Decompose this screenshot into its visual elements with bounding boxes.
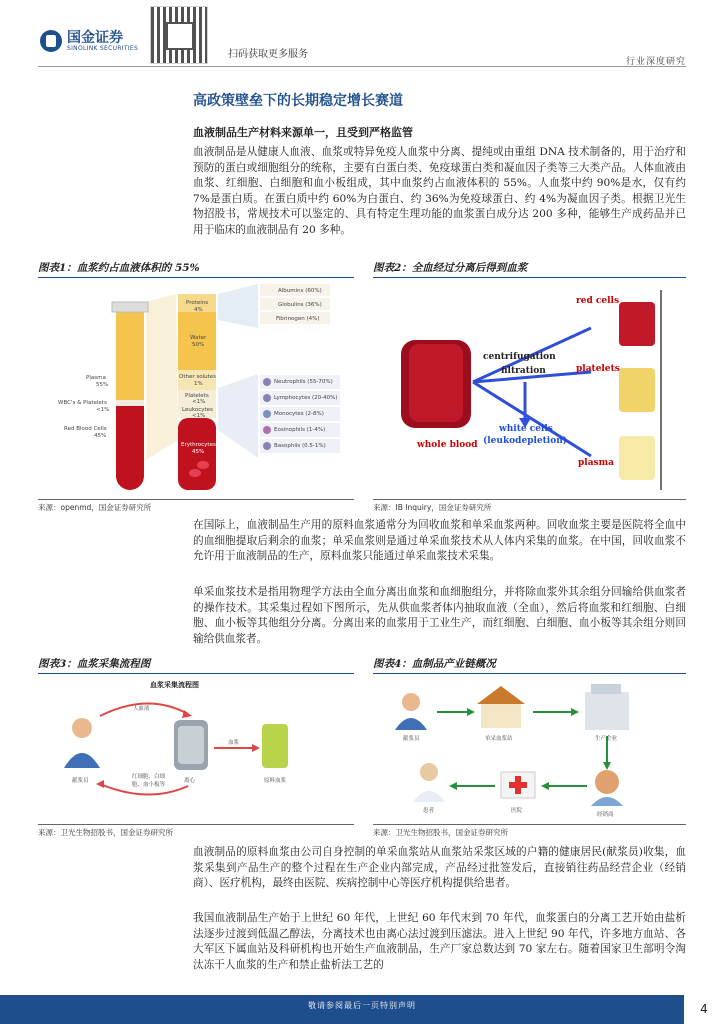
fig4-title: 图表4：血制品产业链概况 bbox=[373, 658, 496, 670]
paragraph-5: 我国血液制品生产始于上世纪 60 年代，上世纪 60 年代末到 70 年代，血浆蛋白的分离工艺开始由盐析法逐步过渡到低温乙醇法，分离技术也由离心法过渡到压滤法。进入上世纪 90 年代，许多地方血站、各大军区下属血站及科研机构也开始生产血液制品，生产厂家总数达到 70 家左右。随着国家卫生部明令淘汰冻干人血浆的生产和禁止盐析法工艺的 bbox=[193, 912, 686, 971]
logo-cn-text: 国金证券 bbox=[67, 29, 123, 46]
page-number: 4 bbox=[684, 995, 724, 1024]
fig3-source-rule bbox=[38, 824, 354, 825]
header-divider bbox=[38, 66, 686, 67]
fig1-rule bbox=[38, 277, 354, 278]
paragraph-2: 在国际上，血液制品生产用的原料血浆通常分为回收血浆和单采血浆两种。回收血浆主要是医院将全血中的血细胞提取后剩余的血浆；单采血浆则是通过单采血浆技术从人体内采集的血浆。在中国，回收血浆不允许用于血液制品的生产，原料血浆只能通过单采血浆技术采集。 bbox=[193, 519, 686, 562]
section-title: 高政策壁垒下的长期稳定增长赛道 bbox=[193, 93, 403, 109]
fig3-source: 来源：卫光生物招股书，国金证券研究所 bbox=[38, 828, 173, 837]
fig3-plasma-collection: 血浆采集流程图 人血液 献浆员 红细胞、白细胞、血小板等 离心 血浆 原料血浆 bbox=[38, 676, 354, 822]
paragraph-4: 血液制品的原料血浆由公司自身控制的单采血浆站从血浆站采浆区域的户籍的健康居民(献浆员)收集，血浆采集到产品生产的整个过程在生产企业内部完成，产品经过批签发后，直接销往药品经营企业（经销商）、医疗机构，最终由医院、疾病控制中心等医疗机构提供给患者。 bbox=[193, 846, 686, 889]
qr-code-icon[interactable] bbox=[150, 6, 208, 64]
fig1-title: 图表1：血浆约占血液体积的 55% bbox=[38, 262, 200, 274]
disclaimer-note: 敬请参阅最后一页特别声明 bbox=[308, 1001, 416, 1010]
fig4-source: 来源：卫光生物招股书，国金证券研究所 bbox=[373, 828, 508, 837]
fig2-title: 图表2：全血经过分离后得到血浆 bbox=[373, 262, 528, 274]
fig2-source: 来源：IB Inquiry，国金证券研究所 bbox=[373, 503, 492, 512]
fig1-source: 来源：openmd，国金证券研究所 bbox=[38, 503, 152, 512]
sinolink-logo bbox=[40, 30, 138, 52]
fig3-rule bbox=[38, 673, 354, 674]
subsection-title: 血液制品生产材料来源单一，且受到严格监管 bbox=[193, 126, 413, 139]
page-header bbox=[0, 0, 724, 68]
fig2-rule bbox=[373, 277, 686, 278]
fig4-source-rule bbox=[373, 824, 686, 825]
fig2-blood-separation: red cells platelets plasma centrifugation filtration white cells (leukodepletion) whole blood bbox=[373, 280, 686, 498]
logo-icon bbox=[40, 30, 62, 52]
fig4-industry-chain: 献浆员 单采血浆站 生产企业 患者 医院 经销商 bbox=[373, 676, 686, 822]
logo-en-text: SINOLINK SECURITIES bbox=[67, 44, 139, 52]
paragraph-1: 血液制品是从健康人血液、血浆或特异免疫人血浆中分离、提纯或由重组 DNA 技术制备的，用于治疗和预防的蛋白或细胞组分的统称，主要有白蛋白类、免疫球蛋白类和凝血因子类等三大类产品。人体血液由血浆、红细胞、白细胞和血小板组成，其中血浆约占血液体积的 55%。人血浆中约 90%是水，仅有约 7%是蛋白质。在蛋白质中约 60%为白蛋白、约 36%为免疫球蛋白、约 4%为凝血因子类。根据卫光生物招股书，常规技术可以鉴定的、具有特定生理功能的血浆蛋白成分达 200 多种，能够生产成药品并已用于临床的血液制品有 20 多种。 bbox=[193, 146, 686, 236]
doc-type-label: 行业深度研究 bbox=[625, 57, 686, 67]
paragraph-3: 单采血浆技术是指用物理学方法由全血分离出血浆和血细胞组分，并将除血浆外其余组分回输给供血浆者的操作技术。其采集过程如下图所示，先从供血浆者体内抽取血液（全血），然后将血浆和红细胞、白细胞、血小板等其他组分分离。分离出来的血浆用于工业生产，而红细胞、白细胞、血小板等其余组分则回输给供血浆者。 bbox=[193, 586, 686, 645]
fig1-source-rule bbox=[38, 499, 354, 500]
fig4-rule bbox=[373, 673, 686, 674]
fig1-blood-composition: Plasma 55% WBC's & Platelets <1% Red Blood Cells 45% Proteins 4% Water 50% Other solutes 1% Platelets <1% Leukocytes <1% Erythrocytes 45% Albumins (60%) Globulins (36%) Fibrinogen (4%) Neutrophils (55-70%) Lymphocytes (20-40%) Monocytes (2-8%) Eosinophils (1-4%) Basophils (0.5-1%) bbox=[38, 280, 354, 498]
scan-prompt: 扫码获取更多服务 bbox=[228, 49, 308, 60]
fig3-title: 图表3：血浆采集流程图 bbox=[38, 658, 151, 670]
fig2-source-rule bbox=[373, 499, 686, 500]
